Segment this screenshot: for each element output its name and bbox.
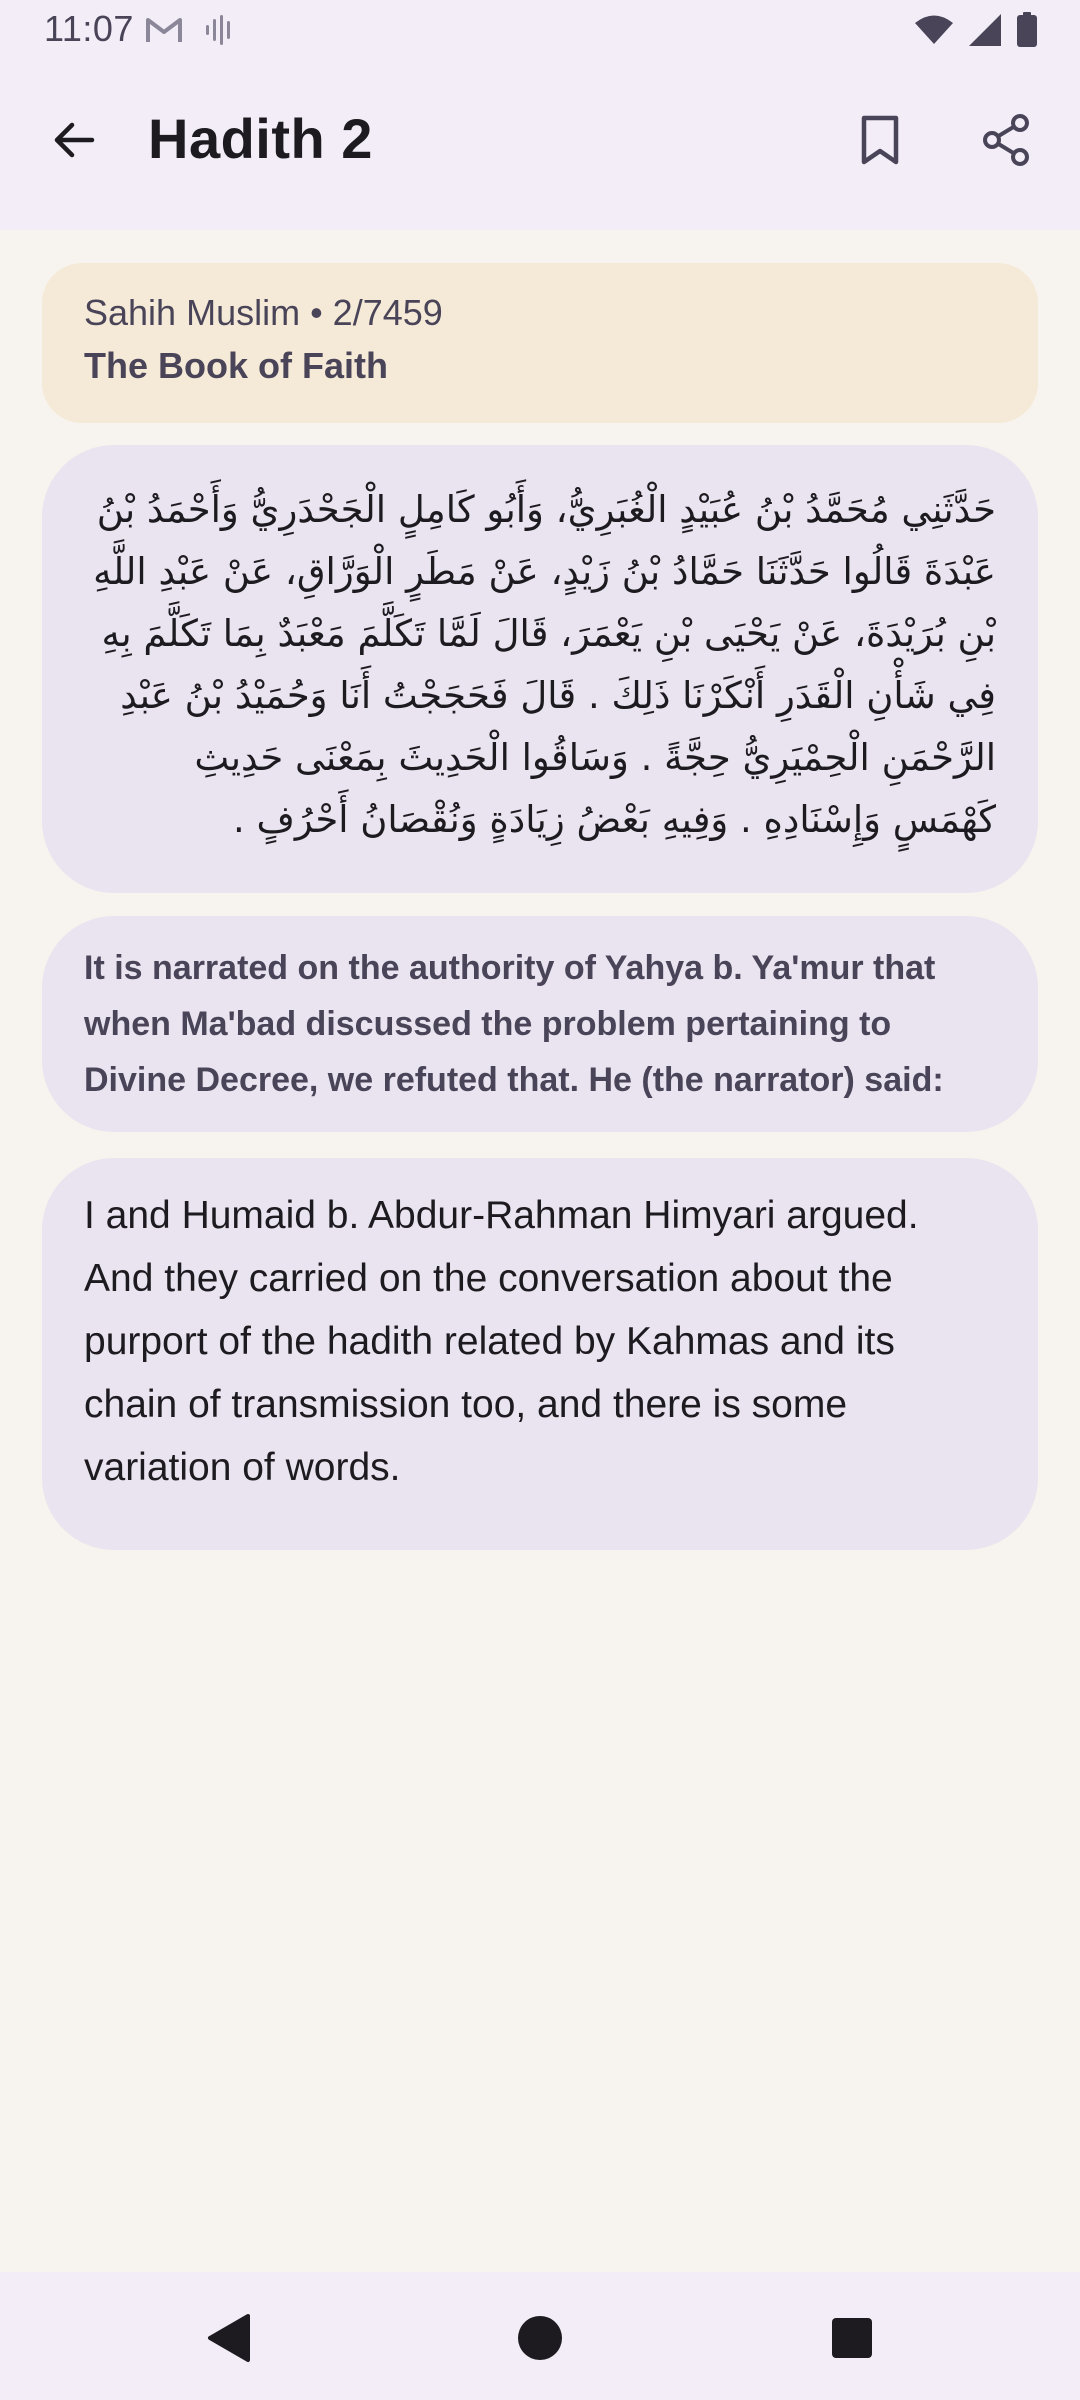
nav-recents-icon bbox=[826, 2312, 878, 2364]
status-left-icons bbox=[145, 12, 237, 52]
share-icon bbox=[979, 113, 1033, 167]
wifi-icon bbox=[914, 14, 954, 51]
hadith-content[interactable] bbox=[0, 230, 1080, 2272]
narrator-summary: It is narrated on the authority of Yahya b. Ya'mur that when Ma'bad discussed the problem pertaining to Divine Decree, we refuted that. He (the narrator) said: bbox=[84, 949, 944, 1099]
nav-home-icon bbox=[512, 2310, 568, 2366]
back-button[interactable] bbox=[42, 108, 106, 172]
arabic-text-card bbox=[42, 445, 1038, 893]
arrow-left-icon bbox=[50, 116, 98, 164]
voice-waveform-icon bbox=[203, 13, 237, 52]
status-time: 11:07 bbox=[44, 8, 134, 49]
book-title: The Book of Faith bbox=[84, 345, 388, 386]
share-button[interactable] bbox=[974, 108, 1038, 172]
system-nav-bar bbox=[0, 2272, 1080, 2400]
status-bar bbox=[0, 0, 1080, 62]
gmail-icon bbox=[145, 15, 183, 50]
bookmark-icon bbox=[858, 114, 902, 166]
nav-recents-button[interactable] bbox=[826, 2312, 878, 2364]
cellular-signal-icon bbox=[968, 13, 1002, 52]
collection-reference: Sahih Muslim • 2/7459 bbox=[84, 292, 443, 333]
page-title: Hadith 2 bbox=[148, 107, 373, 170]
translation-text: I and Humaid b. Abdur-Rahman Himyari argued. And they carried on the conversation about the purport of the hadith related by Kahmas and its chain of transmission too, and there is some variation of words. bbox=[84, 1194, 919, 1489]
nav-back-button[interactable] bbox=[202, 2310, 258, 2366]
bookmark-button[interactable] bbox=[848, 108, 912, 172]
narrator-summary-card bbox=[42, 916, 1038, 1132]
arabic-text: حَدَّثَنِي مُحَمَّدُ بْنُ عُبَيْدٍ الْغُبَرِيُّ، وَأَبُو كَامِلٍ الْجَحْدَرِيُّ وَأَحْمَدُ بْنُ عَبْدَةَ قَالُوا حَدَّثَنَا حَمَّادُ بْنُ زَيْدٍ، عَنْ مَطَرٍ الْوَرَّاقِ، عَنْ عَبْدِ اللَّهِ بْنِ بُرَيْدَةَ، عَنْ يَحْيَى بْنِ يَعْمَرَ، قَالَ لَمَّا تَكَلَّمَ مَعْبَدٌ بِمَا تَكَلَّمَ بِهِ فِي شَأْنِ الْقَدَرِ أَنْكَرْنَا ذَلِكَ . قَالَ فَحَجَجْتُ أَنَا وَحُمَيْدُ بْنُ عَبْدِ الرَّحْمَنِ الْحِمْيَرِيُّ حِجَّةً . وَسَاقُوا الْحَدِيثَ بِمَعْنَى حَدِيثِ كَهْمَسٍ وَإِسْنَادِهِ . وَفِيهِ بَعْضُ زِيَادَةٍ وَنُقْصَانُ أَحْرُفٍ . bbox=[93, 488, 996, 841]
battery-icon bbox=[1016, 12, 1038, 53]
translation-card bbox=[42, 1158, 1038, 1550]
source-card bbox=[42, 263, 1038, 423]
nav-home-button[interactable] bbox=[512, 2310, 568, 2366]
nav-back-icon bbox=[202, 2310, 258, 2366]
status-right-icons bbox=[914, 12, 1038, 52]
app-bar bbox=[0, 62, 1080, 230]
